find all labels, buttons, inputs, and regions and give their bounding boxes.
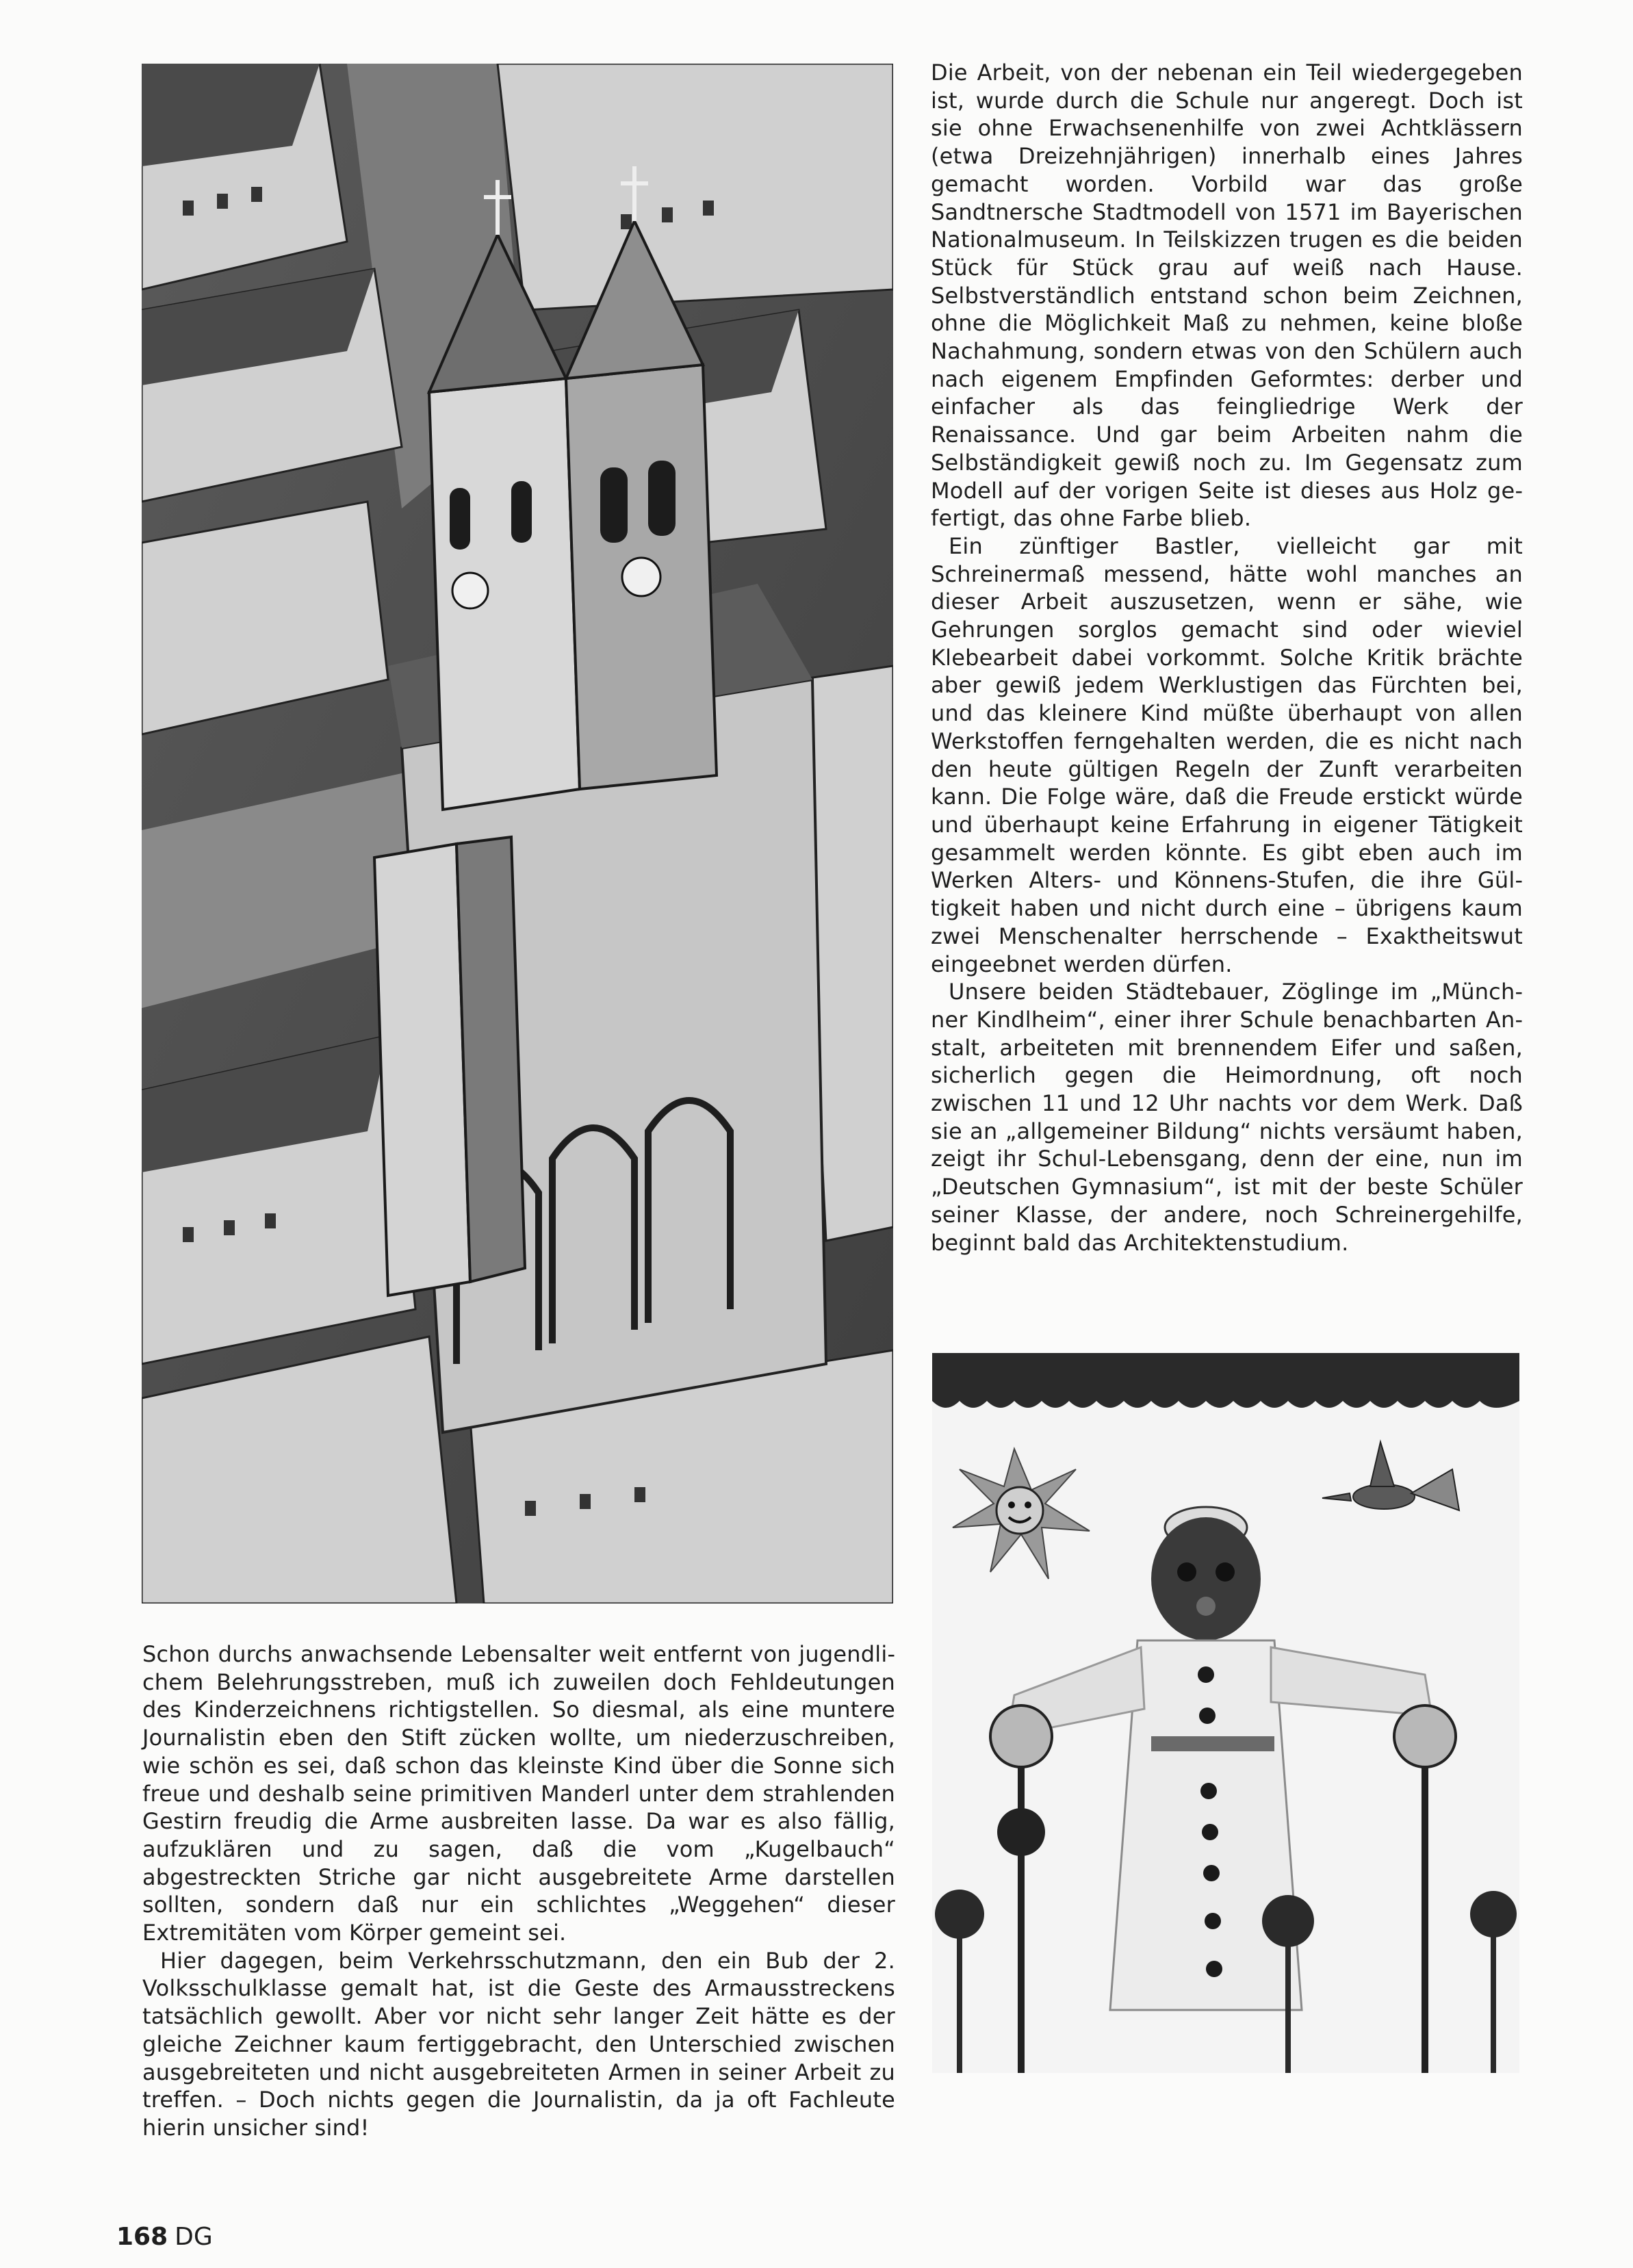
page-folio bbox=[116, 2223, 213, 2251]
paragraph: Schon durchs anwachsende Lebensalter weit entfernt von jugendlichem Belehrungsstreben, muß ich zuweilen doch Fehldeutungen des Kinderzeichnens richtigstellen. So diesmal, als eine muntere Journalistin eben den Stift zücken wollte, um niederzuschreiben, wie schön es sei, daß schon das kleinste Kind über die Sonne sich freue und deshalb seine primitiven Manderl unter dem strahlenden Gestirn freudig die Arme ausbreiten lasse. Da war es also fällig, aufzuklären und zu sagen, daß die vom „Kugelbauch“ abgestreckten Striche gar nicht ausgebreitete Arme darstellen sollten, sondern daß nur ein schlichtes „Weggehen“ dieser Extremitäten vom Körper gemeint sei. bbox=[142, 1641, 895, 1946]
child-drawing-traffic-policeman bbox=[932, 1353, 1519, 2073]
paragraph: Die Arbeit, von der nebenan ein Teil wiedergegeben ist, wurde durch die Schule nur angeregt. Doch ist sie ohne Erwachsenenhilfe von zwei Achtklässern (etwa Dreizehnjährigen) innerhalb eines Jahres gemacht worden. Vorbild war das große Sandtnersche Stadtmodell von 1571 im Bayerischen Nationalmuseum. In Teilskizzen trugen es die beiden Stück für Stück grau auf weiß nach Hause. Selbstverständlich entstand schon beim Zeichnen, ohne die Möglichkeit Maß zu nehmen, keine bloße Nachahmung, sondern etwas von den Schülern auch nach eigenem Empfinden Geformtes: derber und einfacher als das feingliedrige Werk der Renaissance. Und gar beim Arbeiten nahm die Selbständigkeit gewiß noch zu. Im Gegensatz zum Modell auf der vorigen Seite ist dieses aus Holz gefertigt, das ohne Farbe blieb. bbox=[931, 60, 1523, 532]
paragraph: Ein zünftiger Bastler, vielleicht gar mit Schreinermaß messend, hätte wohl manches an dieser Arbeit auszusetzen, wenn er sähe, wie Gehrungen sorglos gemacht sind oder wieviel Klebearbeit dabei vorkommt. Solche Kritik brächte aber gewiß jedem Werklustigen das Fürchten bei, und das kleinere Kind müßte überhaupt von allen Werkstoffen ferngehalten werden, die es nicht nach den heute gültigen Regeln der Zunft verarbeiten kann. Die Folge wäre, daß die Freude erstickt würde und überhaupt keine Erfahrung in eigener Tätigkeit gesammelt werden könnte. Es gibt eben auch im Werken Alters- und Könnens-Stufen, die ihre Gültigkeit haben und nicht durch eine – übrigens kaum zwei Menschenalter herrschende – Exaktheitswut eingeebnet werden dürfen. bbox=[931, 532, 1523, 977]
paragraph: Unsere beiden Städtebauer, Zöglinge im „Münchner Kindlheim“, einer ihrer Schule benachbarten Anstalt, arbeiteten mit brennendem Eifer und saßen, sicherlich gegen die Heimordnung, oft noch zwischen 11 und 12 Uhr nachts vor dem Werk. Daß sie an „allgemeiner Bildung“ nichts versäumt haben, zeigt ihr Schul-Lebensgang, denn der eine, nun im „Deutschen Gymnasium“, ist mit der beste Schüler seiner Klasse, der andere, noch Schreinergehilfe, beginnt bald das Architektenstudium. bbox=[931, 979, 1523, 1256]
left-text-column bbox=[142, 1640, 895, 2142]
policeman-drawing-illustration bbox=[932, 1353, 1519, 2073]
journal-abbreviation: DG bbox=[175, 2223, 213, 2251]
model-church-illustration bbox=[142, 64, 893, 1603]
paragraph: Hier dagegen, beim Verkehrsschutzmann, den ein Bub der 2. Volksschulklasse gemalt hat, ist die Geste des Armausstreckens tatsächlich gewollt. Aber vor nicht sehr langer Zeit hätte es der gleiche Zeichner kaum fertiggebracht, den Unterschied zwischen ausgebreiteten und nicht ausgebreiteten Armen in seiner Arbeit zu treffen. – Doch nichts gegen die Journalistin, da ja oft Fachleute hierin unsicher sind! bbox=[142, 1947, 895, 2141]
model-church-photo bbox=[142, 64, 893, 1603]
right-text-column bbox=[931, 59, 1523, 1257]
page-number: 168 bbox=[116, 2223, 168, 2251]
